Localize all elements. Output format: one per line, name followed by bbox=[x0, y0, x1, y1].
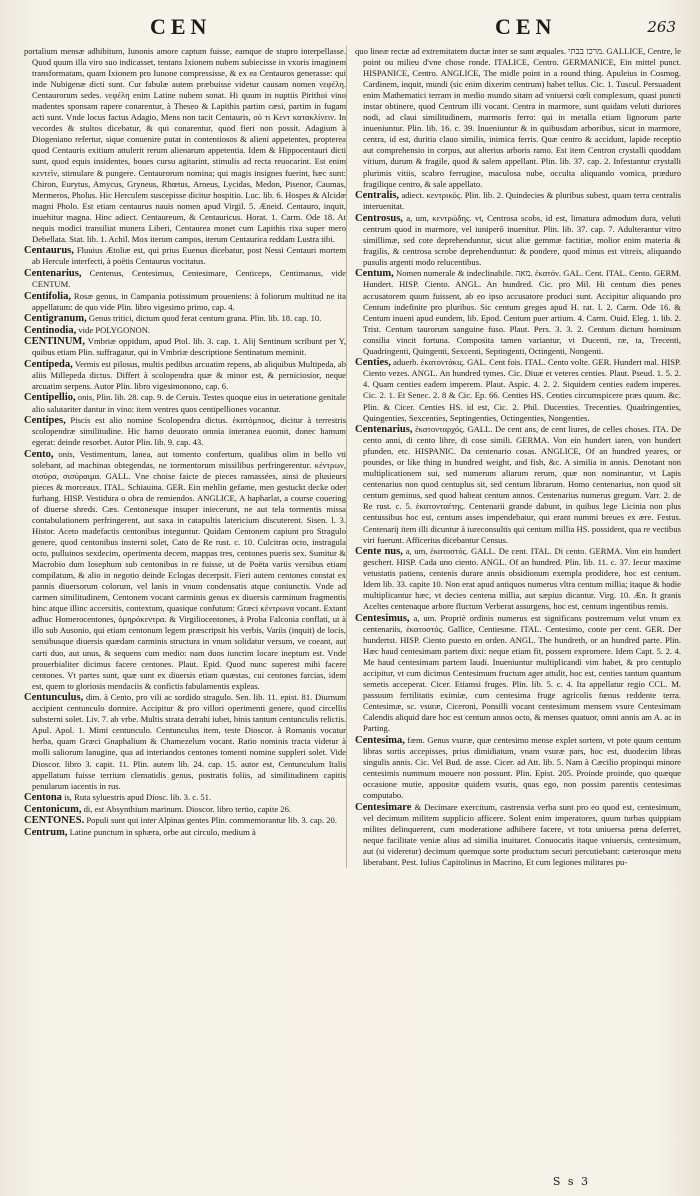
entry-text: onis, Vestimentum, lanea, aut tomento confertum, qualibus olim in bello vti solebant, ad machinas obtegendas, ne tormentorum missilibus perfringerentur. κέντρων, σισύρα, σισύραιμα. GALL. Vne choise faicte de pieces ramassées, ainsi de plusieurs pieces & morceaux. ITAL. Schiauina. GER. Ein mehlin gefame, men gestuckt decke oder furhang. HISP. Vestidura o obra de remiendos. ANGLICE, A hapharlat, a course couering of diuerse shreds. Cæs. Centonesque insuper iniecerunt, ne aut tela tormentis missa contabulationem perfringerent, aut saxa in catapultis latericium discuterent. Sisen. l. 3. Histor. Aceto madefactis centonibus integuntur. Quidam Centonem capiunt pro Stragulo genere, quod centonibus insterni solet, Cato de Re rust. c. 10. Culcitras octo, instragula octo, pulluinos sexdecim, operimenta decem, mappas tres, centones pueris sex. Sumitur & Macrobio dum Iosephum sub centonibus in re fuisse, ut de Poëta variis versibus etiam compilatum, & alio in negotio deinde Eclogas decerpsit. Fieri autem centones constat ex pannis diuersorum colorum, vel lanis in vnum condensatis atque coniunctis. Vnde ad carmen similitudinem, Centonem vocant carminis genus ex diuersis carminum fragmentis hinc atque illinc accersitis, contextum, quasique confutum: Græci κέντρωνα vocant. Extant adhuc Homerocentones, ὁμηρόκεντρα. & Virgiliocentones, à Proba Falconia conflati, ut à illo sub Ausonio, qui etiam centonum legem præscripsit his verbis, Variis (inquit) de locis, sensibusque diuersis quædam carminis structura in vnum solidatur versum, ve coeant, aut carti duo, aut unus, & sequens cum medio: nam duos iunctim locare ineptum est. Vnde prouerbialiter dicimus facere centones. Plaut. Epid. Quod nunc superest mihi facere centones. Vt partes sunt, quæ sunt ex diuersis etiam quæstas, cui centones farcias, idem est, quem to gloriosis mendaciis & confictis fabulamentis expleas. bbox=[32, 448, 346, 691]
signature-mark: S s 3 bbox=[552, 1175, 590, 1188]
entry-text: Fluuius Ætoliæ est, qui prius Euenus dicebatur, post Nessi Centauri mortem ab Hercule interfecti, à poëtis Centaurus vocitatus. bbox=[32, 245, 346, 267]
entry-text: Rosæ genus, in Campania potissimum proueniens: à foliorum multitud ne ita appellatum: de quo vide Plin. libro vigesimo primo, cap. 4. bbox=[32, 290, 346, 312]
entry-text: Vmbriæ oppidum, apud Ptol. lib. 3. cap. 1. Alij Sentinum scribunt per Y, quibus etiam Plin. suffragatur, qui in Vmbriæ descriptione Sentinatum meminit. bbox=[32, 336, 346, 358]
dictionary-entry bbox=[24, 325, 346, 336]
entry-headword: Centigranum, bbox=[24, 313, 87, 325]
entry-text: a, um. Propriè ordinis numerus est significans postremum velut vnum ex centenariis, ἑκατοστός. Gallice, Centiesme. ITAL. Centesimo, conte per cent. GER. Der hundertst. HISP. Ciento puesto en orden. ANGL. The hundreth, or an hundred parte. Plin. Hæc haud centesimam partem dixi: neque etiam fit, possem expromere. Idem Capt. 5. 2. 4. Me haud centesimam partem laudi. Inueniuntur multiplicandi vim habet, & pro centuplo accipitur, vt cum dicimus Centesimum fructum ager attulit, hoc est, centies tantum quantum semetis acceperat. Cicer. Etiamsi fruges. Plin. lib. 5. c. 4. Ita appellatur regio CCL. M. passuum fertilitatis eximiæ, cum centesima fruge agricolis fœnus reddente terra. Centesimæ, sc. vsuræ, Ciceroni, Ponsilli vocant centesimum mensem vsure Centesimam Calendis aliquid dare hoc est centum annos octo, & menses quatuor, omni annis am A. ac in Parting. bbox=[363, 612, 681, 734]
entry-text: vide POLYGONON. bbox=[78, 324, 151, 335]
page-number: 263 bbox=[647, 18, 676, 36]
entry-text: portalium mensæ adhibitum, Iunonis amore captum fuisse, eamque de stupro interpellasse. Quod quum illa viro suo indicasset, tentans Ixionem nubem subiecisse in vxoris imaginem transformatam, quam Ixionem pro Iunone compressisse, & ex ea Centauros generasse: qui inde Nubigenæ dicti sunt. Cur fabulæ autem præbuisse videtur causam nomen νεφέλη. Centaurorum sedes. νεφέλη enim Latine nubem sonat. Hi quum in nuptiis Pirithoi vino madentes sponsam rapere conarentur, à Theseo & Lapithis partim cæsi, partim in fugam acti sunt. Vnde locus factus Adagio, Mens non tacit Centauris, οὐ τι Κεντ κατακλίνειν. In vecordes & stultos dicebatur, & qui conarentur, quod fieri non possit. Adagium à Diogeniano refertur, sique conuenire putat in contentiosos & alieni appetentes, propterea quod Centauris exitium attulerit rerum alienarum appetentia. Idem & Hippocentauri dicti sunt, quod equis insidentes, boues cursu agitarint, stimulis ad recta reuocarint. Est enim κεντεῖν, stimulare & pungere. Centaurorum nomina; qui magis insignes fuerint, hæc sunt: Chiron, Eurytus, Amycus, Gryneus, Rhœtus, Arneus, Lycidas, Medon, Pisenor, Caumas, Mermeros, Pholus. Hic Herculem suscepisse dicitur hospitio. Luc. lib. 6. Hospes & Alcidæ magni Pholo. Est etiam centaurus nauis nomen apud Virgil. 5. Æneid. Centauro, inquit, inuehitur magna. Hinc adiect. Centaureum, & Centauricus. Horat. 1. Carm. Ode 18. At nequis modici transiliat munera Liberi, Centaurea monet cum Lapithis rixa super mero Debellata. Stat. lib. 1. Achil. Mox iterum campos, iterum Centaurica reddam Lustra tibi. bbox=[24, 46, 346, 244]
entry-text: Nomen numerale & indeclinabile. מאה. ἑκατόν. GAL. Cent. ITAL. Cento. GERM. Hundert. HISP. Ciento. ANGL. An hundred. Cic. pro Mil. Hi centum dies penes accusatorem quum fuissent, ab eo ipso accusatore produci sunt. Accipitur aliquando pro Centum indefinite pro pluribus. Sic centum greges apud H. rat. l. 2. Carm. Ode 16. & Centum inueni apud eundem, lib. Epod. Centum puer artium. 4. Carm. Ouid. Eleg. 1. lib. 2. Trist. Centum taurorum sanguine fuso. Plaut. Pers. 3. 3. 2. Centum dictum hominum consilia vincit fortuna. Composita tamen variantur, vt Ducenti, ræ, ta, Trecenti, Quadringenti, Quingenti, Sexcenti, Septingenti, Octingenti, Nongenti. bbox=[363, 268, 681, 356]
entry-headword: Centrum, bbox=[24, 826, 68, 838]
dictionary-entry bbox=[24, 245, 346, 267]
entry-text: dim. à Cento, pro vili ac sordido stragulo. Sen. lib. 11. epist. 81. Diurnum accipient centunculo dormire. Accipitur & pro villori operimenti genere, quod circellis substerni solet. Liv. 7. ab vrbe. Multis strata detrahi iubet, binis tantum centunculis relictis. Apul. Apol. 1. Mimi centunculo. Centunculus item, teste Dioscor. à Romanis vocatur herba, quam Græci Gnaphalium & Chamezelum vocant. Ratio nominis tracta videtur à molli saliorum lanugine, qua ad interiandos centones tomenti nomine suppleri solet. Vide Dioscor. libro 3. capit. 11. Plin. autem lib. 24. cap. 15. autor est, Centunculum Italis appellatum fuisse terrium clematidis genus, postratis foliis, ad similitudinem capitis penularum iacentis in rus. bbox=[32, 692, 346, 791]
dictionary-entry bbox=[24, 449, 346, 692]
entry-text: a, um, ἑκατοστός. GALL. De cent. ITAL. Di cento. GERMA. Von ein hundert geschert. HISP. Cada uno ciento. ANGL. Of an hundred. Plin. lib. 11. c. 37. Iecur maxime vetustatis patiens, centenis durare annis obsidionum exempla prodidere, hoc est centum. Idem lib. 33. capite 10. Non erat apud antiquos numerus vltra centum millia; itaque & hodie multiplicantur hæc, vt decies centena millia, aut sæpius dicantur. Virg. 10. Æn. It granis Aceltes centenaque arbore fluctum Verberat assurgens, hoc est, centum ingentibus remis. bbox=[363, 546, 681, 612]
running-head-right: CEN bbox=[495, 14, 557, 39]
entry-text: is, Ruta syluestris apud Diosc. lib. 3. c. 51. bbox=[64, 792, 212, 803]
entry-text: Centenus, Centesimus, Centesimare, Centiceps, Centimanus, vide CENTUM. bbox=[32, 267, 346, 289]
left-column bbox=[24, 46, 346, 838]
entry-headword: Centesimus, bbox=[355, 612, 410, 624]
dictionary-entry bbox=[24, 827, 346, 838]
entry-text: a, um, κεντρώδης. vt, Centrosa scobs, id est, limatura admodum dura, veluti centrum quod in marmore, vel iuniperō inuenitur. Plin. lib. 37. cap. 7. Adulterantur vitro simillimæ, sed cote deprehenduntur, sicut aliæ gemmæ factitiæ, molior enim materia & fragilis, & centrosa scrobe deprehenduntur: & pondere, quod minus est vitreis, aliquando pusulis argenti modo relucentibus. bbox=[363, 212, 681, 267]
entry-text: aduerb. ἑκατοντάκις. GAL. Cent fois. ITAL. Cento volte. GER. Hundert mal. HISP. Ciento vezes. ANGL. An hundred tymes. Cic. Diuæ et veteres centies. Plaut. Pseud. 1. 5. 2. 4. Quam centies eadem imperem. Plaut. Aspic. 4. 2. 2. Siquidem centies eadem imperes. Cic. 2. 1. Et Senec. 2. 8 & Cic. Ep. 66. Centies HS. Centies circumspicere præs quum. &c. Plin. & Cicer. Centies HS. id est, Cic. 2. Phil. Ducenties. Trecenties. Quadringenties, Quingenties, Sexcenties, Septingenties, Octingenties, Nongenties. bbox=[363, 357, 681, 423]
entry-text: fæm. Genus vsuræ, quæ centesimo mense explet sortem, vt pote quum centum libras sortis accepisses, prius dimidiatum, vnam vsuræ pars, hoc est, duodecim libras singulis annis. Cic. Vel Bud. de asse. Cicer. ad Att. lib. 5. Nam à Cæcilio propinqui minore centesimis nummum mouere non possunt. Plin. Epist. 205. Proinde proinde, quo quæque occasione mutie, appositæ quidem vsuris, quas ego, non possim parentis centesimas computabo. bbox=[363, 734, 681, 801]
dictionary-entry bbox=[24, 46, 346, 245]
dictionary-entry bbox=[355, 802, 681, 868]
entry-headword: CENTONES. bbox=[24, 815, 85, 827]
entry-headword: Centaurus, bbox=[24, 245, 74, 257]
entry-headword: Centunculus, bbox=[24, 692, 84, 704]
dictionary-entry bbox=[355, 46, 681, 190]
entry-headword: Centesimare bbox=[355, 801, 412, 813]
dictionary-entry bbox=[355, 190, 681, 212]
entry-text: ἑκατονταρχός. GALL. De cent ans, de cent liures, de celles choses. ITA. De cento anni, di cento libre, di cose simili. GERMA. Von ein hundert iaren, von hundert pfunden, etc. HISPANIC. Da centenario cosas. ANGLICE, Of an hundred yeares, or poundes, or like thing in hundred weight, and fish, &c. A similia in annis. Denotant non multiplicationem sui, sed numerum aliarum rerum, quæ non nominantur, vt Lapis centenarius non quod centuplus sit, sed centum librarum. Homo centenarius, non quod sit centum geminus, sed quod habeat centum annos. Centenarius numerus gregum. Varr. 2. de Re rust. c. 5. ἑκατονταέτης. Centenarii grande dabunt, in quibus lege Licinia non plus centussibus hoc est, centum asses impendebatur, qui erant nummi breues ex ære. Festus. Centenarij item illi dicuntur à iureconsultis qui centum millia HS. possident, qua re vectibus viri fuerunt. Afficerius dicebantur Census. bbox=[363, 424, 681, 545]
entry-headword: Cente nus, bbox=[355, 546, 403, 558]
dictionary-entry bbox=[24, 291, 346, 313]
dictionary-entry bbox=[355, 613, 681, 735]
entry-headword: Centipes, bbox=[24, 415, 66, 427]
entry-text: Latine punctum in sphæra, orbe aut circulo, medium à bbox=[69, 826, 256, 837]
entry-text: Vermis est pilosus, multis pedibus arcuatim repens, ab aliquibus Multipeda, ab aliis Millepeda dictus. Differt à scolopendra quæ & minor est, & perniciosior, neque arcuatim serpens. Autor Plin. libro vigesimonono, cap. 6. bbox=[32, 358, 346, 391]
dictionary-entry bbox=[24, 359, 346, 392]
entry-headword: Centenarius, bbox=[24, 267, 82, 279]
entry-text: onis, Plin. lib. 28. cap. 9. de Ceruis. Testes quoque eius in ueteratione genitale alio salutariter dantur in vino: item ventres quos centipelliones vocantur. bbox=[32, 392, 346, 414]
dictionary-entry bbox=[24, 415, 346, 448]
dictionary-entry bbox=[24, 792, 346, 803]
entry-headword: Centipeda, bbox=[24, 358, 73, 370]
entry-headword: Centona bbox=[24, 792, 62, 804]
entry-headword: Centies, bbox=[355, 357, 391, 369]
running-head-left: CEN bbox=[150, 14, 212, 39]
dictionary-entry bbox=[355, 546, 681, 612]
right-column bbox=[346, 46, 681, 868]
entry-headword: Centrosus, bbox=[355, 212, 403, 224]
dictionary-entry bbox=[24, 692, 346, 791]
entry-headword: Centonicum, bbox=[24, 803, 82, 815]
dictionary-entry bbox=[355, 424, 681, 546]
dictionary-entry bbox=[355, 213, 681, 268]
dictionary-entry bbox=[355, 357, 681, 423]
entry-headword: Centesima, bbox=[355, 734, 405, 746]
entry-headword: Centralis, bbox=[355, 190, 400, 202]
entry-text: quo lineæ rectæ ad extremitatem ductæ inter se sunt æquales. מרכז בבתי. GALLICE, Centre, le point ou milieu d'vne chose ronde. ITALICE, Centro. GERMANICE, Ein mittel punct. HISPANICE, Centro. ANGLICE, The midle point in a round thing. Apuleius in Cosmog. Cardinem, inquit, mundi (sic enim dixerim centrum) habet tellus. Cic. 1. Tuscul. Persuadent enim Mathematici terram in medio mundo sitam ad vniuersi cœli complexum, quasi puncti instar obtinere, quod Centrum illi vocant. Centra in marmore, sunt quidam veluti duriores nodi, ad claui similitudinem, marmoris ferro: qui in metalla etiam lignorum parte inueniuntur. Plin. lib. 16. c. 39. Inueniuntur & in quibusdam arboribus, sicut in marmore, centra, id est, duritia clauo similis, inimica ferris. Quæ centro & accidunt, lapide receptio aut comprehensio in corpus, aut alterius arboris ramo. Est item Centron crystalli quoddam vitium, durum & fragile, quod & salem appellant. Plin. lib. 37. cap. 2. Infestantur crystalli plurimis vitiis, scabro ferrugine, maculosa nube, occulta aliquando vomica, præduro fragilique centro, & sale appellato. bbox=[355, 46, 681, 189]
dictionary-entry bbox=[355, 735, 681, 801]
dictionary-entry bbox=[24, 336, 346, 358]
entry-headword: Cento, bbox=[24, 448, 54, 460]
dictionary-entry bbox=[24, 804, 346, 815]
entry-headword: Centifolia, bbox=[24, 290, 71, 302]
entry-headword: Centinodia, bbox=[24, 324, 77, 336]
dictionary-entry bbox=[24, 815, 346, 826]
dictionary-entry bbox=[24, 268, 346, 290]
entry-text: Genus tritici, dictum quod ferat centum grana. Plin. lib. 18. cap. 10. bbox=[88, 313, 322, 324]
entry-headword: Centipellio, bbox=[24, 392, 76, 404]
entry-headword: CENTINUM, bbox=[24, 336, 85, 348]
entry-text: adiect. κεντρικός. Plin. lib. 2. Quindecies & pluribus subest, quam terra centralis interuenitat. bbox=[363, 190, 681, 212]
entry-text: Piscis est alio nomine Scolopendra dictus. ἑκατόμπους, dicitur à terrestris scolopendræ similitudine. Hic hamo deuorato omnia interanea euomit, donec hamum egerat: deinde resorbet. Autor Plin. lib. 9. cap. 43. bbox=[32, 415, 347, 448]
entry-text: di, est Absynthium marinum. Dioscor. libro tertio, capite 26. bbox=[83, 803, 292, 814]
running-header bbox=[0, 14, 700, 42]
dictionary-entry bbox=[24, 392, 346, 414]
dictionary-entry bbox=[24, 313, 346, 324]
dictionary-entry bbox=[355, 268, 681, 356]
entry-headword: Centenarius, bbox=[355, 424, 413, 436]
entry-headword: Centum, bbox=[355, 268, 394, 280]
entry-text: Populi sunt qui inter Alpinas gentes Plin. commemorantur lib. 3. cap. 20. bbox=[86, 815, 337, 826]
entry-text: & Decimare exercitum, castrensia verba sunt pro eo quod est, centesimum, vel decimum militem supplicio afficere. Solent enim imperatores, quum turbas quippiam milites delinquerent, cum moderatione adhibere facere, vt tota uniuersa pœna deferret, neque facilitate veniæ alius ad similia inuitaret. Conuocatis itaque vniuersis, centesimum, aut (si videretur) decimum quemque sorte productum securi percutiebant: cæterosque metu liberabant. Pest. Iulius Capitolinus in Macrino, Et cum legiones militares pu- bbox=[363, 801, 681, 867]
